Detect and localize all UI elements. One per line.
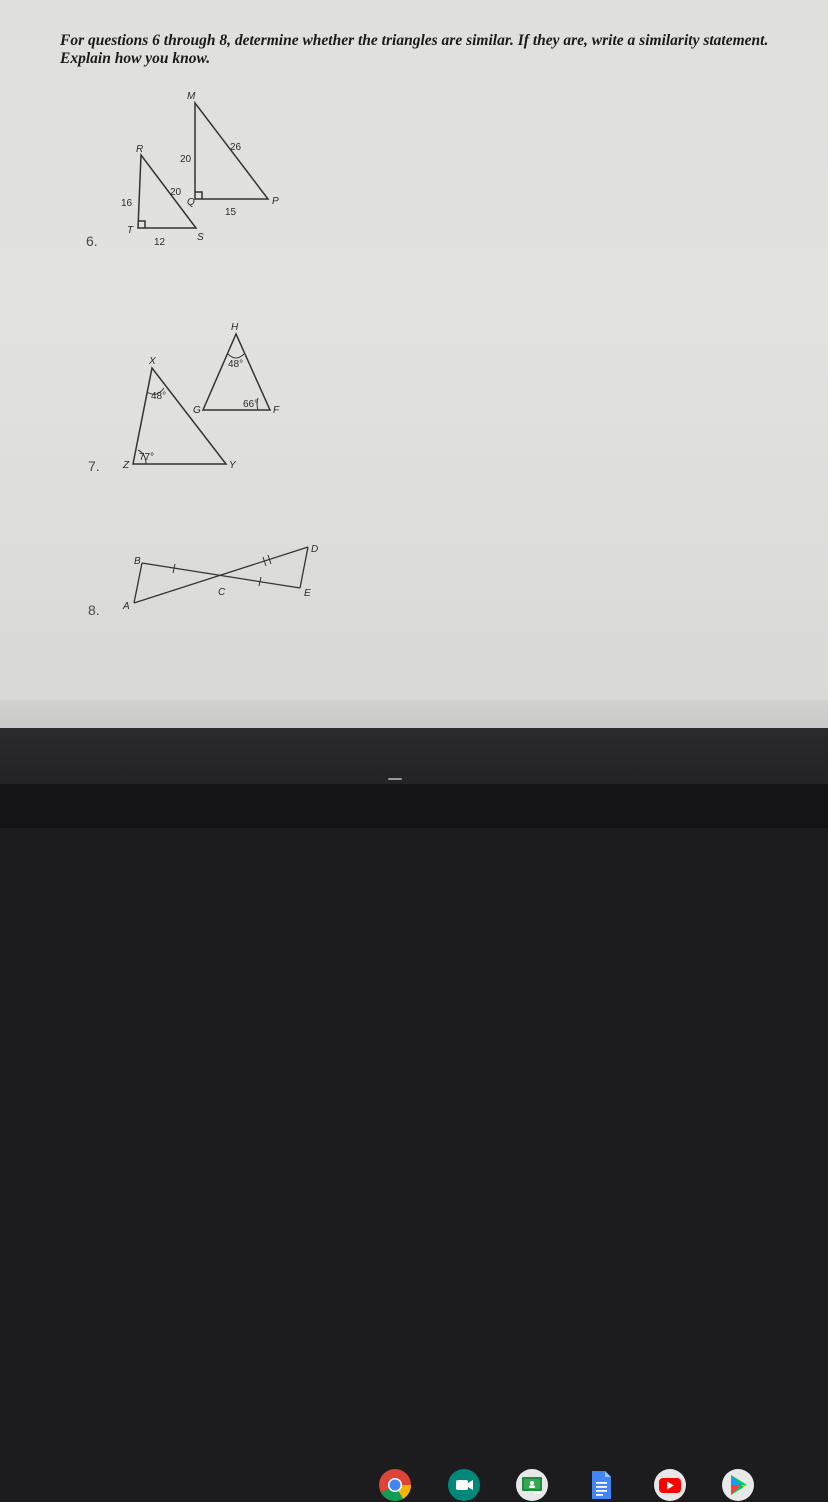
side-rt-label: 16	[121, 198, 133, 209]
chrome-icon	[378, 1468, 412, 1502]
vertex-f-label: F	[273, 405, 280, 416]
angle-x-value: 48°	[151, 391, 167, 402]
shelf-app-play-store[interactable]	[721, 1468, 755, 1502]
youtube-icon	[653, 1468, 687, 1502]
question-7-number: 7.	[88, 458, 100, 474]
question-8-number: 8.	[88, 602, 100, 618]
vertex-s-label: S	[197, 232, 204, 243]
question-8-figure	[0, 0, 828, 700]
chromeos-shelf	[0, 728, 828, 784]
shelf-app-docs[interactable]	[584, 1468, 618, 1502]
window-bottom-edge	[0, 700, 828, 728]
vertex-e-label: E	[304, 588, 311, 599]
side-mp-label: 26	[230, 142, 242, 153]
side-mq-label: 20	[180, 154, 192, 165]
angle-z-value: 77°	[139, 452, 155, 463]
segment-be	[142, 563, 300, 588]
shelf-app-meet[interactable]	[447, 1468, 481, 1502]
vertex-c-label: C	[218, 587, 226, 598]
vertex-q-label: Q	[187, 197, 195, 208]
play-store-icon	[721, 1468, 755, 1502]
shelf-app-classroom[interactable]	[515, 1468, 549, 1502]
vertex-p-label: P	[272, 196, 279, 207]
side-ts-label: 12	[154, 237, 166, 248]
docs-icon	[584, 1468, 618, 1502]
vertex-t-label: T	[127, 225, 134, 236]
vertex-x-label: X	[149, 356, 156, 367]
vertex-m-label: M	[187, 91, 196, 102]
vertex-y-label: Y	[229, 460, 236, 471]
classroom-icon	[515, 1468, 549, 1502]
side-rs-label: 20	[170, 187, 182, 198]
angle-h-value: 48°	[228, 359, 244, 370]
device-bezel	[0, 784, 828, 828]
worksheet-document	[0, 0, 828, 700]
angle-f-value: 66°	[243, 399, 259, 410]
vertex-d-label: D	[311, 544, 319, 555]
vertex-h-label: H	[231, 322, 239, 333]
vertex-g-label: G	[193, 405, 201, 416]
vertex-b-label: B	[134, 556, 141, 567]
vertex-z-label: Z	[123, 460, 130, 471]
question-6-number: 6.	[86, 233, 98, 249]
vertex-r-label: R	[136, 144, 144, 155]
shelf-app-chrome[interactable]	[378, 1468, 412, 1502]
vertex-a-label: A	[123, 601, 130, 612]
meet-icon	[447, 1468, 481, 1502]
segment-de	[300, 547, 308, 588]
shelf-app-youtube[interactable]	[653, 1468, 687, 1502]
chrome-running-indicator	[388, 778, 402, 780]
instructions-text: For questions 6 through 8, determine whether the triangles are similar. If they are, write a similarity statement. Explain how you know.	[60, 32, 769, 67]
side-qp-label: 15	[225, 207, 237, 218]
segment-ab	[134, 563, 142, 603]
